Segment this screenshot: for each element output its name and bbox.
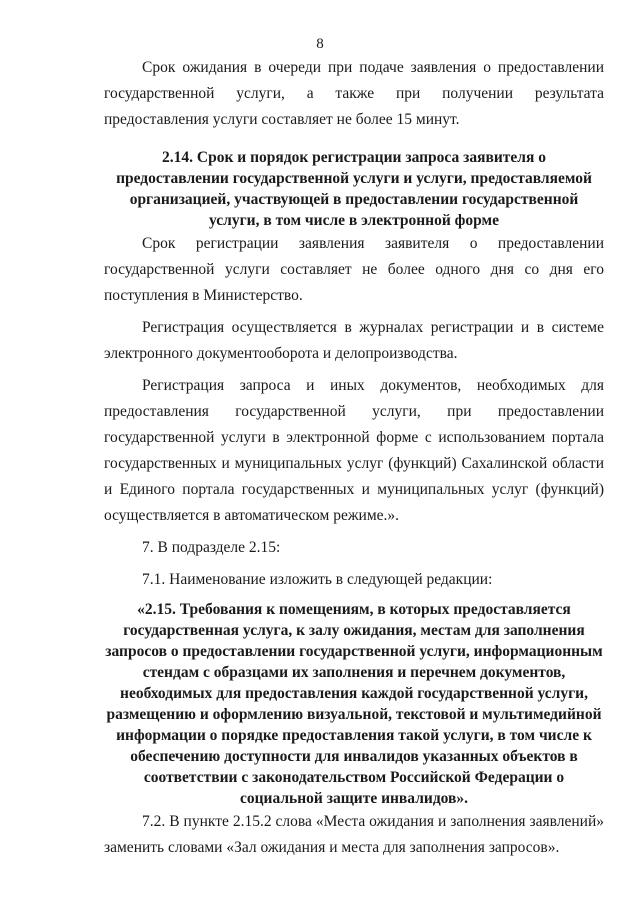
section-heading-2-15: «2.15. Требования к помещениям, в которых предоставляется государственная услуга, к залу ожидания, местам для заполнения запросов о предоставлении государственной услуги, информационным стендам с образцами их заполнения и перечнем документов, необходимых для предоставления каждой государственной услуги, размещению и оформлению визуальной, текстовой и мультимедийной информации о порядке предоставления такой услуги, в том числе к обеспечению доступности для инвалидов указанных объектов в соответствии с законодательством Российской Федерации о социальной защите инвалидов». bbox=[105, 601, 603, 807]
paragraph-electronic-registration: Регистрация запроса и иных документов, необходимых для предоставления государственной услуги, при предоставлении государственной услуги в электронной форме с использованием портала государственных и муниципальных услуг (функций) Сахалинской области и Единого портала государственных и муниципальных услуг (функций) осуществляется в автоматическом режиме.». bbox=[104, 377, 604, 524]
paragraph-amendment-7-2: 7.2. В пункте 2.15.2 слова «Места ожидания и заполнения заявлений» заменить словами «Зал ожидания и места для заполнения запросов». bbox=[104, 813, 604, 856]
document-body bbox=[104, 55, 604, 861]
paragraph-subsection-2-15: 7. В подразделе 2.15: bbox=[142, 539, 281, 556]
paragraph-registration-journals: Регистрация осуществляется в журналах регистрации и в системе электронного документооборота и делопроизводства. bbox=[104, 319, 604, 362]
paragraph-queue-time: Срок ожидания в очереди при подаче заявления о предоставлении государственной услуги, а также при получении результата предоставления услуги составляет не более 15 минут. bbox=[104, 59, 604, 128]
page-number: 8 bbox=[316, 36, 324, 52]
section-heading-2-14: 2.14. Срок и порядок регистрации запроса заявителя о предоставлении государственной услуги и услуги, предоставляемой организацией, участвующей в предоставлении государственной услуги, в том числе в электронной форме bbox=[116, 149, 592, 229]
paragraph-amendment-7-1: 7.1. Наименование изложить в следующей редакции: bbox=[142, 571, 493, 588]
paragraph-registration-time: Срок регистрации заявления заявителя о предоставлении государственной услуги составляет не более одного дня со дня его поступления в Министерство. bbox=[104, 235, 604, 304]
